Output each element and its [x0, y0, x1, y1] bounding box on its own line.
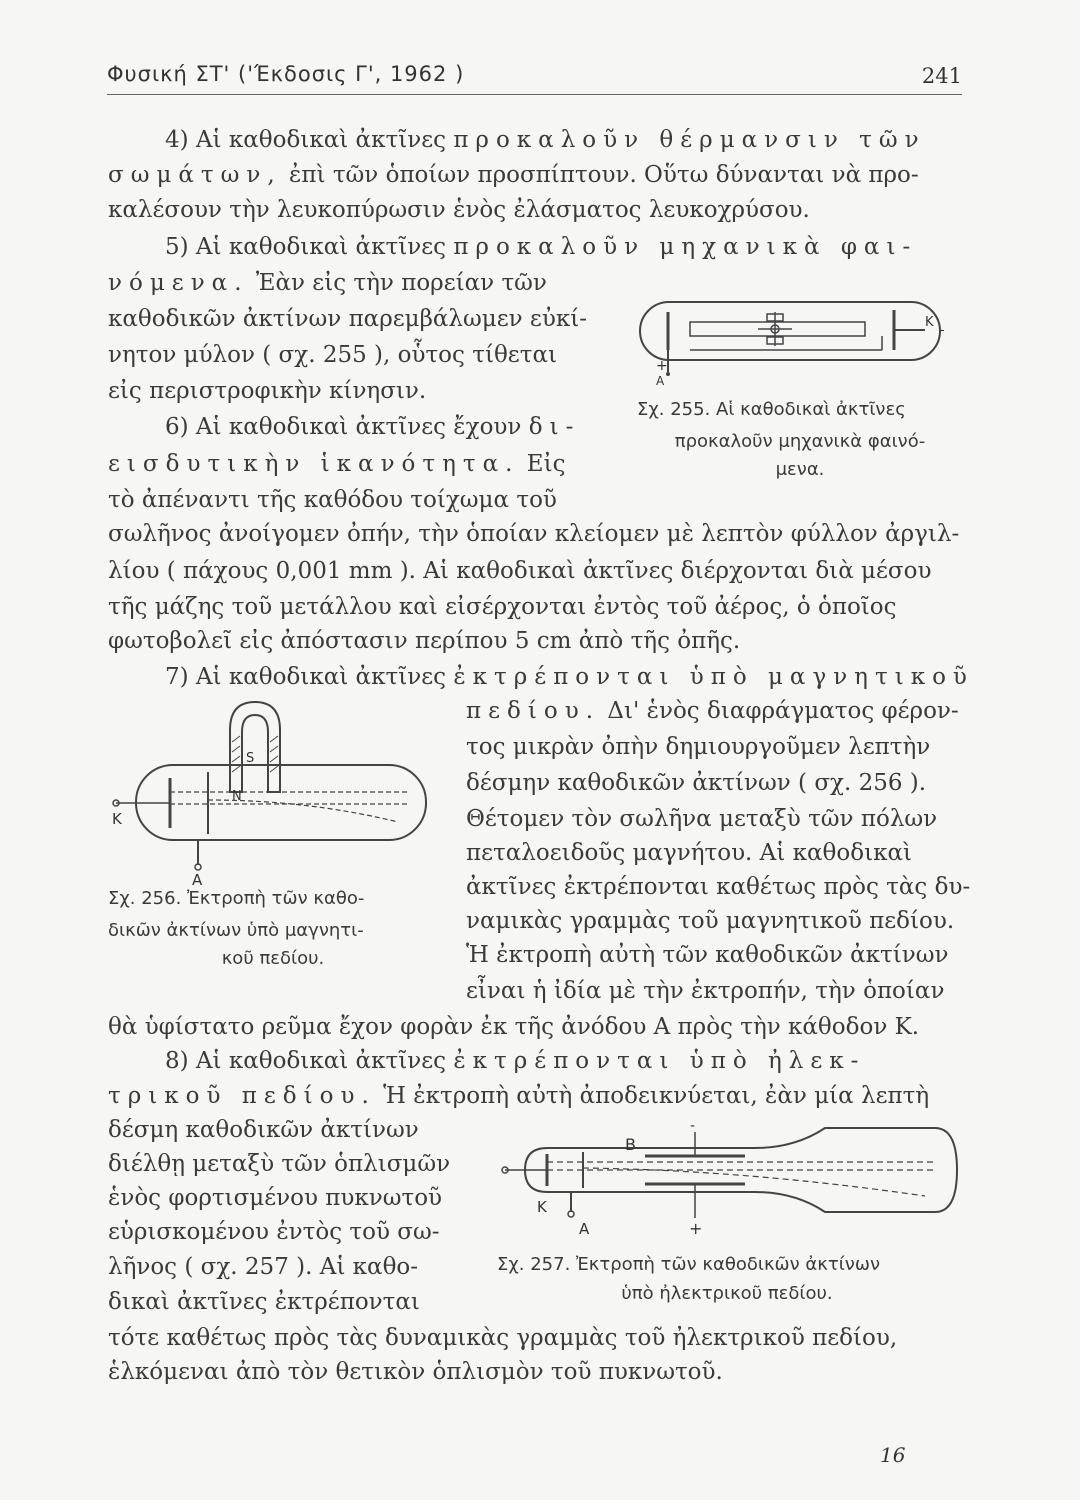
fig256-caption-line1: Σχ. 256. Ἐκτροπὴ τῶν καθο- — [108, 888, 365, 909]
para8-line3: δέσμη καθοδικῶν ἀκτίνων — [108, 1117, 419, 1143]
para7-line8: ναμικὰς γραμμὰς τοῦ μαγνητικοῦ πεδίου. — [466, 908, 955, 934]
figure-256-magnet-diagram — [108, 700, 438, 885]
fig257-caption-line2: ὑπὸ ἠλεκτρικοῦ πεδίου. — [621, 1283, 833, 1304]
para5-line5: εἰς περιστροφικὴν κίνησιν. — [108, 378, 427, 404]
label-plus: + — [656, 358, 668, 374]
label-a: A — [579, 1220, 590, 1237]
label-k: K — [112, 810, 122, 828]
paddle-wheel — [758, 312, 792, 346]
para7-line4: δέσμην καθοδικῶν ἀκτίνων ( σχ. 256 ). — [466, 770, 927, 796]
para5-line1: 5) Αἱ καθοδικαὶ ἀκτῖνες προκαλοῦν μηχανικὰ φαι- — [165, 234, 918, 260]
label-plus: + — [689, 1219, 703, 1237]
figure-255-tube-diagram — [620, 292, 965, 387]
para8-line6: εὑρισκομένου ἐντὸς τοῦ σω- — [108, 1219, 440, 1245]
page-number: 241 — [921, 64, 962, 88]
para8-line4: διέλθῃ μεταξὺ τῶν ὁπλισμῶν — [108, 1151, 451, 1177]
para4-line3: καλέσουν τὴν λευκοπύρωσιν ἑνὸς ἐλάσματος λευκοχρύσου. — [108, 197, 810, 223]
fig257-caption-line1: Σχ. 257. Ἐκτροπὴ τῶν καθοδικῶν ἀκτίνων — [497, 1254, 880, 1275]
para7-line5: Θέτομεν τὸν σωλῆνα μεταξὺ τῶν πόλων — [466, 806, 938, 832]
running-header — [107, 58, 962, 95]
para8-line2: τρικοῦ πεδίου. Ἡ ἐκτροπὴ αὐτὴ ἀποδεικνύεται, ἐὰν μία λεπτὴ — [108, 1083, 930, 1109]
para8-line7: λῆνος ( σχ. 257 ). Αἱ καθο- — [108, 1254, 419, 1280]
para4-line2: σωμάτων, ἐπὶ τῶν ὁποίων προσπίπτουν. Οὕτω δύνανται νὰ προ- — [108, 162, 919, 188]
label-k: K — [925, 315, 934, 330]
label-b: B — [625, 1135, 636, 1154]
para6-line5: λίου ( πάχους 0,001 mm ). Αἱ καθοδικαὶ ἀκτῖνες διέρχονται διὰ μέσου — [108, 558, 932, 584]
para5-line2: νόμενα. Ἐὰν εἰς τὴν πορείαν τῶν — [108, 270, 547, 296]
figure-257-capacitor-diagram — [495, 1122, 965, 1237]
label-k: K — [537, 1198, 547, 1216]
label-minus: - — [940, 323, 945, 338]
para7-line11: θὰ ὑφίστατο ρεῦμα ἔχον φορὰν ἐκ τῆς ἀνόδου Α πρὸς τὴν κάθοδον Κ. — [108, 1014, 920, 1040]
fig255-caption-line1: Σχ. 255. Αἱ καθοδικαὶ ἀκτῖνες — [637, 399, 906, 420]
para6-line7: φωτοβολεῖ εἰς ἀπόστασιν περίπου 5 cm ἀπὸ τῆς ὀπῆς. — [108, 628, 741, 654]
fig256-caption-line3: κοῦ πεδίου. — [221, 948, 325, 969]
label-a: A — [192, 871, 203, 885]
fig255-caption-line2: προκαλοῦν μηχανικὰ φαινό- — [674, 431, 926, 452]
para6-line6: τῆς μάζης τοῦ μετάλλου καὶ εἰσέρχονται ἐντὸς τοῦ ἀέρος, ὁ ὁποῖος — [108, 594, 897, 620]
signature-mark: 16 — [880, 1443, 906, 1467]
para6-line4: σωλῆνος ἀνοίγομεν ὀπήν, τὴν ὁποίαν κλείομεν μὲ λεπτὸν φύλλον ἀργιλ- — [108, 521, 960, 547]
para5-line3: καθοδικῶν ἀκτίνων παρεμβάλωμεν εὐκί- — [108, 306, 587, 332]
para8-line9: τότε καθέτως πρὸς τὰς δυναμικὰς γραμμὰς τοῦ ἠλεκτρικοῦ πεδίου, — [108, 1325, 898, 1351]
label-s: S — [246, 751, 255, 766]
para7-line10: εἶναι ἡ ἰδία μὲ τὴν ἐκτροπήν, τὴν ὁποίαν — [466, 978, 945, 1004]
cathode-ray-beam — [547, 1162, 935, 1196]
label-n: N — [232, 789, 242, 804]
para6-line1: 6) Αἱ καθοδικαὶ ἀκτῖνες ἔχουν δι- — [165, 414, 581, 440]
label-minus: - — [690, 1122, 696, 1134]
label-a: A — [656, 374, 665, 387]
para8-line1: 8) Αἱ καθοδικαὶ ἀκτῖνες ἐκτρέπονται ὑπὸ ἠλεκ- — [165, 1048, 866, 1074]
cathode-ray-beam — [170, 792, 408, 822]
fig256-caption-line2: δικῶν ἀκτίνων ὑπὸ μαγνητι- — [108, 920, 364, 941]
para8-line10: ἑλκόμεναι ἀπὸ τὸν θετικὸν ὁπλισμὸν τοῦ πυκνωτοῦ. — [108, 1359, 723, 1385]
para7-line6: πεταλοειδοῦς μαγνήτου. Αἱ καθοδικαὶ — [466, 840, 913, 866]
para6-line2: εισδυτικὴν ἱκανότητα. Εἰς — [108, 451, 566, 477]
para8-line8: δικαὶ ἀκτῖνες ἐκτρέπονται — [108, 1289, 420, 1315]
horseshoe-magnet — [230, 702, 280, 792]
para7-line1: 7) Αἱ καθοδικαὶ ἀκτῖνες ἐκτρέπονται ὑπὸ μαγνητικοῦ — [165, 664, 974, 690]
para7-line9: Ἡ ἐκτροπὴ αὐτὴ τῶν καθοδικῶν ἀκτίνων — [466, 942, 949, 968]
para5-line4: νητον μύλον ( σχ. 255 ), οὗτος τίθεται — [108, 342, 557, 368]
para8-line5: ἑνὸς φορτισμένου πυκνωτοῦ — [108, 1185, 443, 1211]
para7-line3: τος μικρὰν ὀπὴν δημιουργοῦμεν λεπτὴν — [466, 734, 931, 760]
para6-line3: τὸ ἀπέναντι τῆς καθόδου τοίχωμα τοῦ — [108, 487, 557, 513]
para7-line7: ἀκτῖνες ἐκτρέπονται καθέτως πρὸς τὰς δυ- — [466, 874, 971, 900]
fig255-caption-line3: μενα. — [775, 459, 825, 480]
para7-line2: πεδίου. Δι' ἑνὸς διαφράγματος φέρον- — [466, 698, 959, 724]
header-title: Φυσική ΣΤ' ('Έκδοσις Γ', 1962 ) — [107, 62, 465, 86]
para4-line1: 4) Αἱ καθοδικαὶ ἀκτῖνες προκαλοῦν θέρμανσιν τῶν — [165, 127, 926, 153]
